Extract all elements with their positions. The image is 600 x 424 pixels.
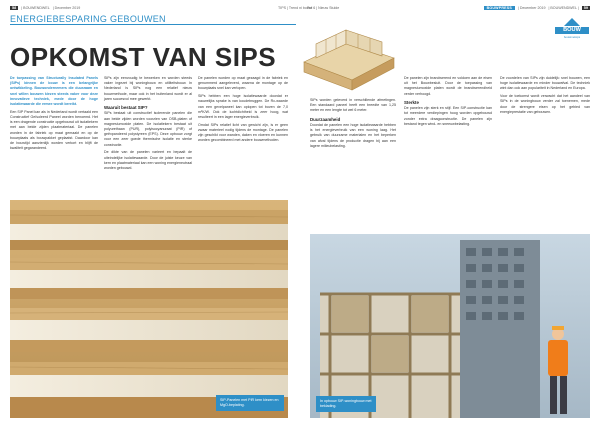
article-column-1	[10, 76, 98, 154]
article-column-6	[500, 76, 590, 118]
construction-site-photo	[310, 234, 590, 418]
magazine-name-left: | BOUWENDWEL	[21, 6, 50, 10]
subheading: Sterkte	[404, 99, 419, 105]
magazine-name-right: | BOUWENDWEL |	[548, 6, 579, 10]
photo-caption-panels: SIP-Panelen met PIR kern kiezen en MgO-beplating.	[216, 395, 284, 411]
body-paragraph: De dikte van de panelen varieert en bepaalt de uiteindelijke isolatiewaarde. Door de juiste keuze van kern en plaatmateriaal kan een woning energieneutraal worden gebouwd.	[104, 150, 192, 171]
body-paragraph: De panelen worden op maat gezaagd in de fabriek en genummerd aangeleverd, waarna de montage op de bouwplaats snel kan verlopen.	[198, 76, 288, 91]
body-paragraph: De voordelen van SIPs zijn duidelijk: snel bouwen, een hoge isolatiewaarde en minder bouwafval. De techniek wint dan ook aan populariteit in Nederland en Europa.	[500, 76, 590, 91]
running-header-mid-text: TIPS | Trend ni bouwl	[278, 6, 313, 10]
issue-date-right: | December 2019	[517, 6, 546, 10]
article-column-4	[310, 98, 396, 152]
issue-date-left: | December 2019	[52, 6, 81, 10]
sip-panels-image	[10, 200, 288, 418]
body-paragraph: Voor de toekomst wordt verwacht dat het aandeel van SIPs in de woningbouw verder zal toenemen, mede door de strengere eisen op het gebied van energieprestatie van gebouwen.	[500, 94, 590, 114]
body-paragraph: Omdat SIPs relatief licht van gewicht zijn, is er geen zwaar materieel nodig tijdens de montage. De panelen zijn geschikt voor wanden, daken en vloeren en kunnen worden gecombineerd met andere bouwmethoden.	[198, 122, 288, 143]
running-header-right	[484, 6, 590, 10]
page-number-right: 59	[583, 6, 588, 10]
body-paragraph: De panelen zijn sterk en stijf. Een SIP-constructie kan tot meerdere verdiepingen hoog worden opgebouwd zonder extra draagconstructie. De panelen zijn bestand tegen wind- en sneeuwbelasting.	[404, 106, 492, 126]
house-icon	[564, 18, 580, 26]
running-header-left	[10, 6, 80, 10]
section-label: ENERGIEBESPARING GEBOUWEN	[10, 14, 166, 24]
body-paragraph: SIPs bestaat uit constructief isolerende panelen die aan beide zijden worden voorzien van OSB-platen of magnesiumoxide platen. De isolatiekern bestaat uit polyurethaan (PUR), polyisocyanuraat (PIR) of geëxpandeerd polystyreen (EPS). Deze opbouw zorgt voor een zeer goede thermische isolatie en sterke constructie.	[104, 111, 192, 147]
body-paragraph: Een SIP Panel kan als in Nederland wordt vertaald een Constructief Geïsoleerd Paneel worden benoemd. Het is een dragende constructie opgebouwd uit isolatiekern met aan beide zijden plaatmateriaal. De panelen worden in de fabriek op maat gemaakt en op de bouwplaats als bouwpakket geplaatst. Daardoor kan de bouwtijd aanzienlijk worden verkort en blijft de kwaliteit gegarandeerd.	[10, 109, 98, 151]
photo-caption-building: In opbouw SIP-woningbouw met beklading.	[316, 396, 376, 412]
intro-paragraph: De toepassing van Structurally Insulated Panels (SIPs) binnen de bouw is een belangrijke ontwikkeling. Bouwondernemers die duurzaam en snel willen bouwen kiezen steeds vaker voor deze innovatieve techniek, mede door de hoge isolatiewaarde die ermee wordt bereikt.	[10, 76, 98, 107]
body-paragraph: SIPs hebben een hoge isolatiewaarde doordat er nauwelijks sprake is van koudebruggen. De Rc-waarde van een gevelpaneel kan oplopen tot boven de 7,0 m²K/W. Ook de luchtdichtheid is zeer hoog, wat resulteert in een lager energieverbruik.	[198, 94, 288, 120]
article-column-5	[404, 76, 492, 130]
body-paragraph: De panelen zijn brandwerend en voldoen aan de eisen uit het Bouwbesluit. Door de toepassing van magnesiumoxide platen wordt de brandwerendheid verder verhoogd.	[404, 76, 492, 96]
logo-label: BOUW	[555, 27, 589, 34]
article-headline: OPKOMST VAN SIPS	[10, 42, 277, 72]
subheading: Waaruit bestaat SIP?	[104, 105, 148, 111]
running-header-mid2-text: Pul 6 | Nieuw Stulde	[307, 6, 340, 10]
sip-wall-diagram	[296, 22, 406, 94]
article-column-3	[198, 76, 288, 146]
subheading: Duurzaamheid	[310, 116, 341, 122]
logo-sub: bouwmetsips	[563, 35, 581, 39]
section-rule	[10, 24, 296, 25]
body-paragraph: SIPs worden geleverd in verschillende afmetingen. Een standaard paneel heeft een breedte van 1,25 meter en een lengte tot wel 6 meter.	[310, 98, 396, 113]
sip-panels-photo	[10, 200, 288, 418]
running-header-mid2	[307, 6, 339, 10]
article-column-2	[104, 76, 192, 174]
bouw-met-sips-logo	[555, 18, 589, 40]
body-paragraph: SIPs zijn eenvoudig te bewerken en worden steeds vaker ingezet bij woningbouw en utiliteitsbouw. In Nederland is SIPs nog een relatief nieuw bouwmethode, maar ook in het buitenland wordt er al jaren succesvol mee gewerkt.	[104, 76, 192, 101]
section-tag: BOUWPRESS	[484, 6, 515, 10]
body-paragraph: Doordat de panelen een hoge isolatiewaarde hebben is het energieverbruik van een woning laag. Het gebruik van duurzame materialen en het beperken van afval tijdens de productie dragen bij aan een lagere milieubelasting.	[310, 123, 396, 148]
page-number-left: 58	[12, 6, 17, 10]
sip-wall-diagram-image	[296, 22, 406, 94]
construction-site-image	[310, 234, 590, 418]
